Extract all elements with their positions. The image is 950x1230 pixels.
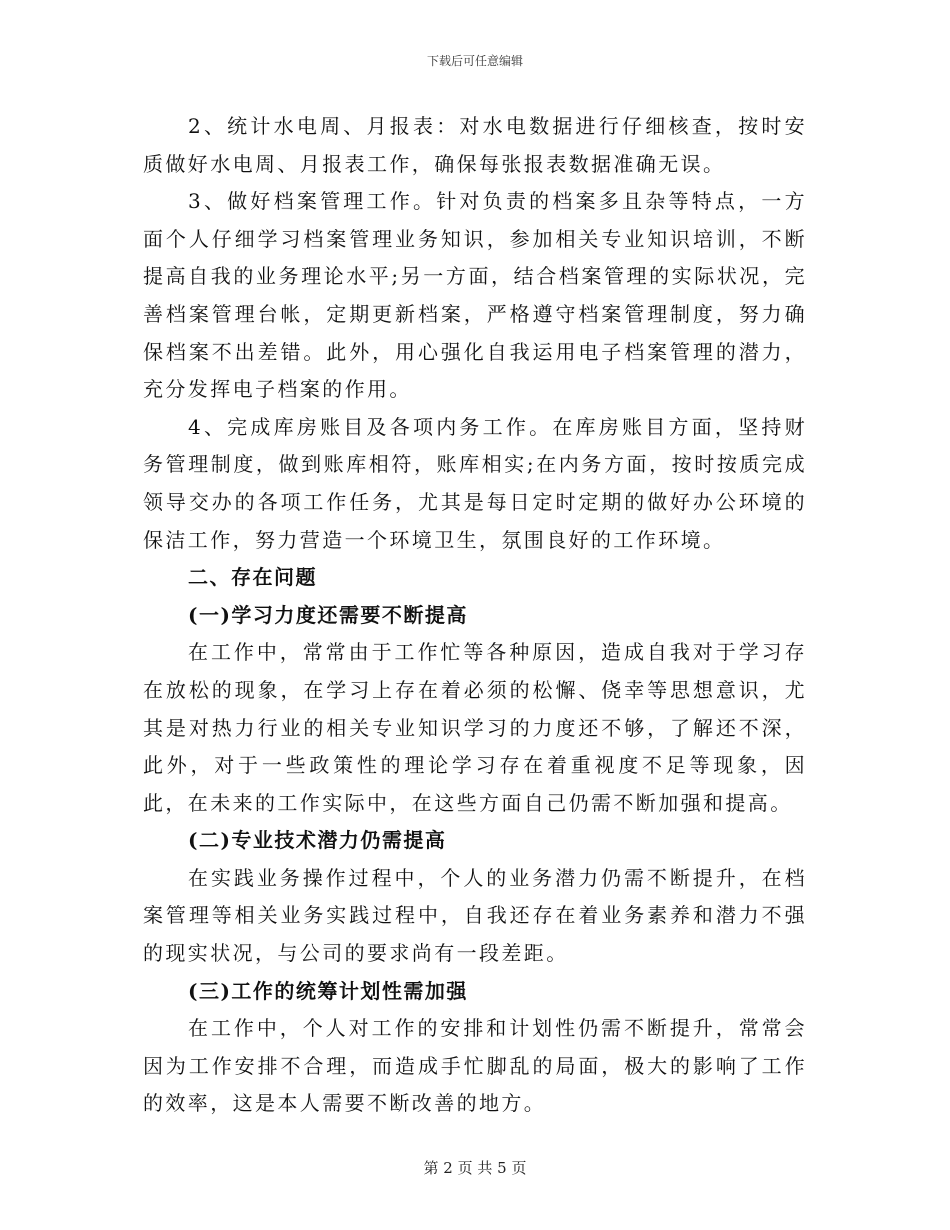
subheading-work-planning: (三)工作的统筹计划性需加强 — [188, 978, 468, 1003]
subheading-study-intensity: (一)学习力度还需要不断提高 — [188, 602, 468, 627]
subheading-professional-skill: (二)专业技术潜力仍需提高 — [188, 828, 447, 853]
paragraph-water-electricity-report: 2、统计水电周、月报表：对水电数据进行仔细核查，按时安质做好水电周、月报表工作，确保每张报表数据准确无误。 — [143, 114, 807, 176]
paragraph-work-planning: 在工作中，个人对工作的安排和计划性仍需不断提升，常常会因为工作安排不合理，而造成手忙脚乱的局面，极大的影响了工作的效率，这是本人需要不断改善的地方。 — [143, 1016, 807, 1116]
section-heading-problems: 二、存在问题 — [188, 565, 317, 590]
paragraph-archive-management: 3、做好档案管理工作。针对负责的档案多且杂等特点，一方面个人仔细学习档案管理业务知识，参加相关专业知识培训，不断提高自我的业务理论水平;另一方面，结合档案管理的实际状况，完善档案管理台帐，定期更新档案，严格遵守档案管理制度，努力确保档案不出差错。此外，用心强化自我运用电子档案管理的潜力，充分发挥电子档案的作用。 — [143, 189, 807, 402]
paragraph-professional-skill: 在实践业务操作过程中，个人的业务潜力仍需不断提升，在档案管理等相关业务实践过程中，自我还存在着业务素养和潜力不强的现实状况，与公司的要求尚有一段差距。 — [143, 865, 807, 966]
paragraph-study-intensity: 在工作中，常常由于工作忙等各种原因，造成自我对于学习存在放松的现象，在学习上存在着必须的松懈、侥幸等思想意识，尤其是对热力行业的相关专业知识学习的力度还不够，了解还不深，此外，对于一些政策性的理论学习存在着重视度不足等现象，因此，在未来的工作实际中，在这些方面自己仍需不断加强和提高。 — [143, 640, 807, 815]
page-footer: 第 2 页 共 5 页 — [423, 1159, 527, 1177]
paragraph-warehouse-accounts: 4、完成库房账目及各项内务工作。在库房账目方面，坚持财务管理制度，做到账库相符，账库相实;在内务方面，按时按质完成领导交办的各项工作任务，尤其是每日定时定期的做好办公环境的保洁工作，努力营造一个环境卫生，氛围良好的工作环境。 — [143, 414, 807, 552]
page-header: 下载后可任意编辑 — [426, 54, 523, 68]
document-body — [143, 108, 807, 1123]
